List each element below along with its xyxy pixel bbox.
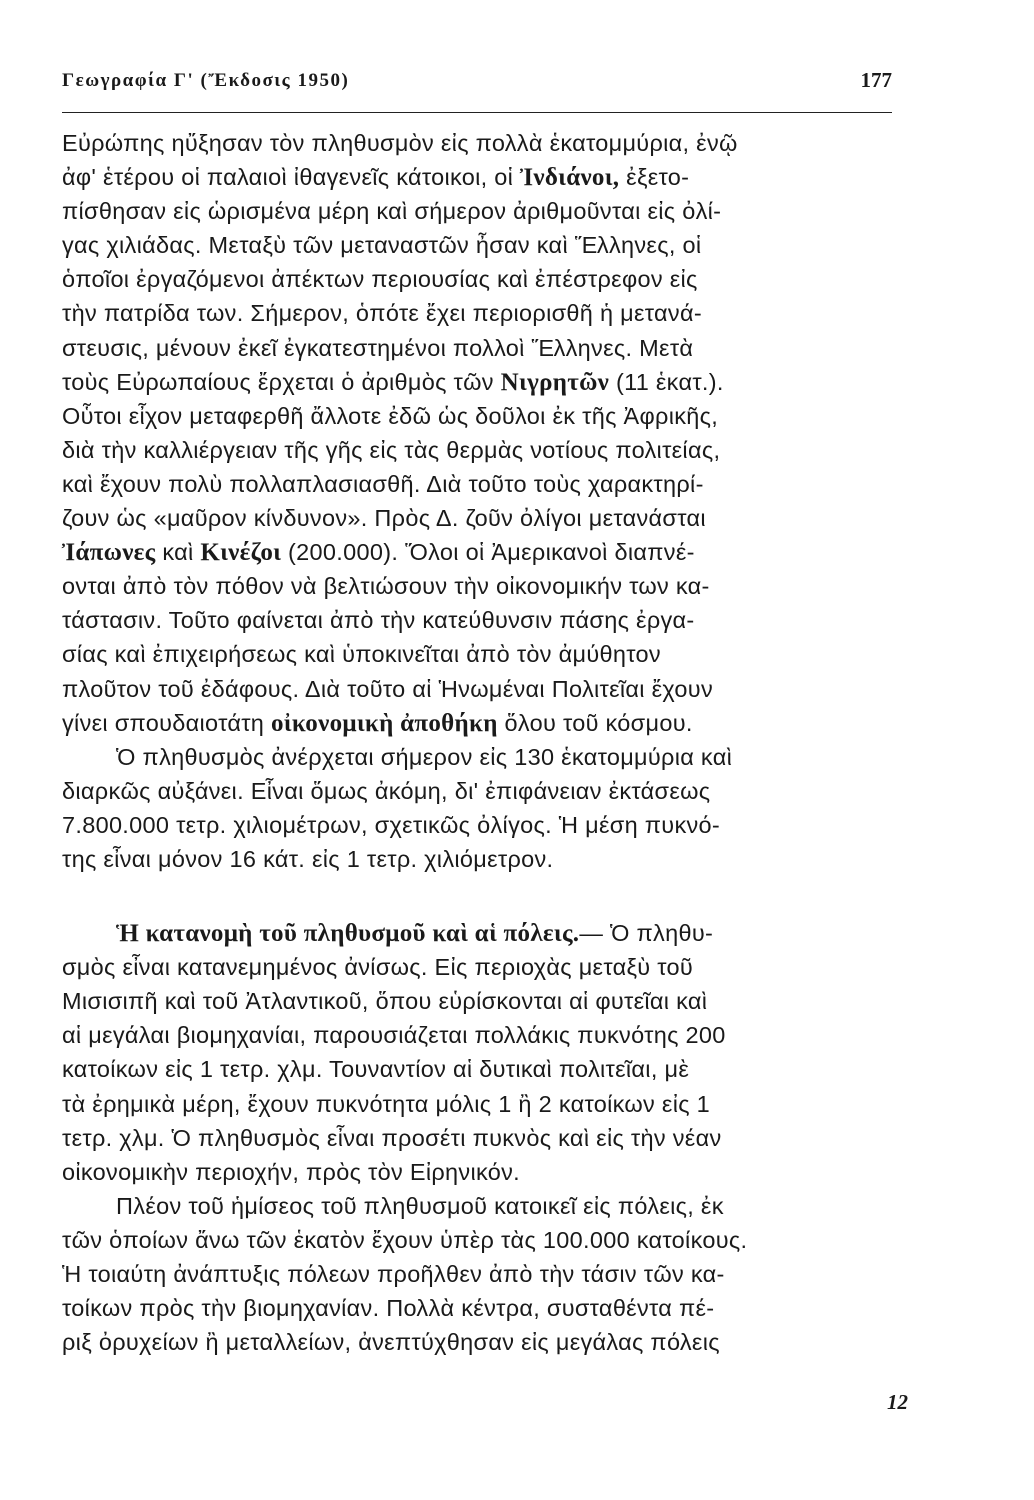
- text-line: τοὺς Εὐρωπαίους ἔρχεται ὁ ἀριθμὸς τῶν Νιγρητῶν (11 ἑκατ.).: [62, 368, 724, 396]
- page-header: [62, 66, 892, 100]
- bold-term: Κινέζοι: [200, 539, 282, 567]
- text-line: Οὗτοι εἶχον μεταφερθῆ ἄλλοτε ἐδῶ ὡς δοῦλοι ἐκ τῆς Ἀφρικῆς,: [62, 402, 719, 429]
- paragraph-gap: [62, 876, 908, 916]
- bold-term: οἰκονομικὴ ἀποθήκη: [271, 709, 498, 737]
- text-line: ονται ἀπὸ τὸν πόθον νὰ βελτιώσουν τὴν οἰκονομικήν των κα-: [62, 573, 710, 600]
- text-line: σίας καὶ ἐπιχειρήσεως καὶ ὑποκινεῖται ἀπὸ τὸν ἀμύθητον: [62, 641, 661, 668]
- text-line: κατοίκων εἰς 1 τετρ. χλμ. Τουναντίον αἱ δυτικαὶ πολιτεῖαι, μὲ: [62, 1056, 690, 1083]
- running-head: Γεωγραφία Γ' (Ἔκδοσις 1950): [62, 70, 350, 91]
- text-line: τὰ ἐρημικὰ μέρη, ἔχουν πυκνότητα μόλις 1 ἢ 2 κατοίκων εἰς 1: [62, 1090, 711, 1117]
- text-line: διαρκῶς αὐξάνει. Εἶναι ὅμως ἀκόμη, δι' ἐπιφάνειαν ἐκτάσεως: [62, 777, 711, 804]
- text-line: Μισισιπῆ καὶ τοῦ Ἀτλαντικοῦ, ὅπου εὑρίσκονται αἱ φυτεῖαι καὶ: [62, 988, 708, 1015]
- bold-term: Ἰάπωνες: [62, 539, 156, 567]
- section-title: Ἡ κατανομὴ τοῦ πληθυσμοῦ καὶ αἱ πόλεις.: [116, 920, 580, 948]
- text-line: 7.800.000 τετρ. χιλιομέτρων, σχετικῶς ὀλίγος. Ἡ μέση πυκνό-: [62, 811, 721, 838]
- bold-term: Ἰνδιάνοι,: [520, 164, 620, 192]
- text-line: τετρ. χλμ. Ὁ πληθυσμὸς εἶναι προσέτι πυκνὸς καὶ εἰς τὴν νέαν: [62, 1124, 722, 1151]
- page-number: 177: [860, 68, 892, 92]
- text-line: τῶν ὁποίων ἄνω τῶν ἑκατὸν ἔχουν ὑπὲρ τὰς 100.000 κατοίκους.: [62, 1226, 748, 1253]
- text-line: διὰ τὴν καλλιέργειαν τῆς γῆς εἰς τὰς θερμὰς νοτίους πολιτείας,: [62, 436, 721, 463]
- text-line: Πλέον τοῦ ἡμίσεος τοῦ πληθυσμοῦ κατοικεῖ εἰς πόλεις, ἐκ: [116, 1192, 724, 1219]
- text-line: σμὸς εἶναι κατανεμημένος ἀνίσως. Εἰς περιοχὰς μεταξὺ τοῦ: [62, 954, 694, 981]
- text-line: καὶ ἔχουν πολὺ πολλαπλασιασθῆ. Διὰ τοῦτο τοὺς χαρακτηρί-: [62, 470, 704, 497]
- text-line: τάστασιν. Τοῦτο φαίνεται ἀπὸ τὴν κατεύθυνσιν πάσης ἐργα-: [62, 607, 695, 634]
- text-line: πίσθησαν εἰς ὡρισμένα μέρη καὶ σήμερον ἀριθμοῦνται εἰς ὀλί-: [62, 198, 722, 225]
- text-line: πλοῦτον τοῦ ἐδάφους. Διὰ τοῦτο αἱ Ἡνωμέναι Πολιτεῖαι ἔχουν: [62, 675, 714, 702]
- bold-term: Νιγρητῶν: [500, 368, 610, 396]
- header-rule: [62, 112, 892, 113]
- text-line: ζουν ὡς «μαῦρον κίνδυνον». Πρὸς Δ. ζοῦν ὀλίγοι μετανάσται: [62, 505, 706, 532]
- text-line: γας χιλιάδας. Μεταξὺ τῶν μεταναστῶν ἦσαν καὶ Ἕλληνες, οἱ: [62, 232, 702, 259]
- text-line: ἀφ' ἑτέρου οἱ παλαιοὶ ἰθαγενεῖς κάτοικοι, οἱ Ἰνδιάνοι, ἐξετο-: [62, 164, 690, 192]
- text-line: Ἰάπωνες καὶ Κινέζοι (200.000). Ὅλοι οἱ Ἀμερικανοὶ διαπνέ-: [62, 539, 695, 567]
- text-line: τοίκων πρὸς τὴν βιομηχανίαν. Πολλὰ κέντρα, συσταθέντα πέ-: [62, 1295, 715, 1322]
- text-line: ριξ ὀρυχείων ἢ μεταλλείων, ἀνεπτύχθησαν εἰς μεγάλας πόλεις: [62, 1329, 720, 1356]
- text-line: Ὁ πληθυσμὸς ἀνέρχεται σήμερον εἰς 130 ἑκατομμύρια καὶ: [116, 743, 733, 770]
- signature-mark: 12: [887, 1390, 908, 1414]
- text-line: στευσις, μένουν ἐκεῖ ἐγκατεστημένοι πολλοὶ Ἕλληνες. Μετὰ: [62, 334, 694, 361]
- body-text: [62, 126, 908, 1359]
- text-line: οἰκονομικὴν περιοχήν, πρὸς τὸν Εἰρηνικόν.: [62, 1158, 520, 1185]
- text-line: της εἶναι μόνον 16 κάτ. εἰς 1 τετρ. χιλιόμετρον.: [62, 845, 554, 872]
- text-line: γίνει σπουδαιοτάτη οἰκονομικὴ ἀποθήκη ὅλου τοῦ κόσμου.: [62, 709, 693, 737]
- text-line: Ἡ τοιαύτη ἀνάπτυξις πόλεων προῆλθεν ἀπὸ τὴν τάσιν τῶν κα-: [62, 1261, 725, 1287]
- text-line: αἱ μεγάλαι βιομηχανίαι, παρουσιάζεται πολλάκις πυκνότης 200: [62, 1022, 726, 1049]
- text-line: ὁποῖοι ἐργαζόμενοι ἀπέκτων περιουσίας καὶ ἐπέστρεφον εἰς: [62, 266, 698, 293]
- section-heading-line: Ἡ κατανομὴ τοῦ πληθυσμοῦ καὶ αἱ πόλεις.— Ὁ πληθυ-: [116, 920, 714, 948]
- text-line: τὴν πατρίδα των. Σήμερον, ὁπότε ἔχει περιορισθῆ ἡ μετανά-: [62, 300, 702, 327]
- text-line: Εὐρώπης ηὔξησαν τὸν πληθυσμὸν εἰς πολλὰ ἑκατομμύρια, ἐνῷ: [62, 130, 738, 156]
